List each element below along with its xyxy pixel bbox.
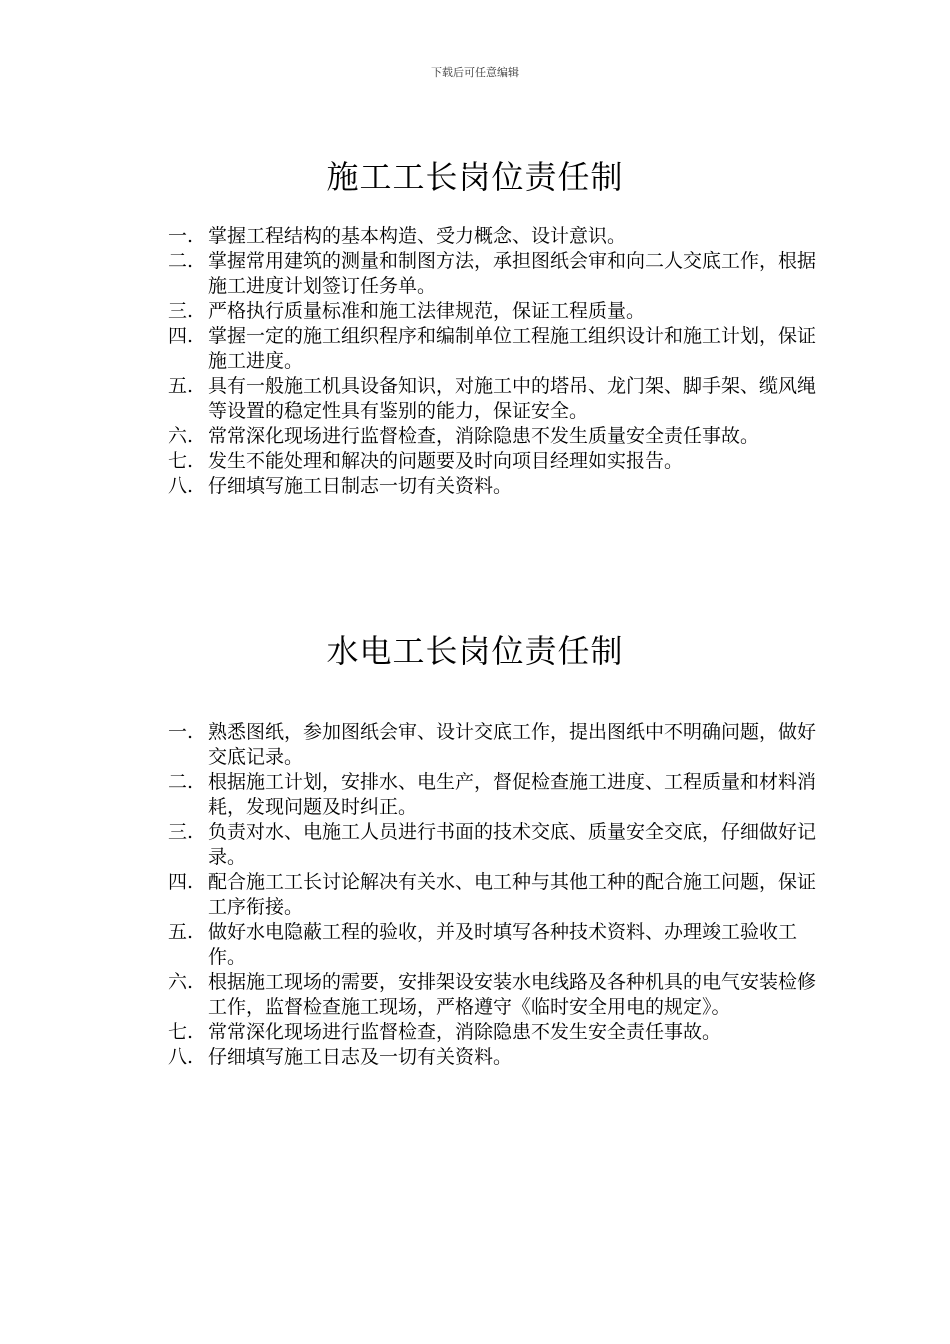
clause-text: 配合施工工长讨论解决有关水、电工种与其他工种的配合施工问题，保证工序衔接。 [208,871,817,918]
clause-item [168,299,818,324]
section-title: 施工工长岗位责任制 [326,158,624,196]
clause-text: 发生不能处理和解决的问题要及时向项目经理如实报告。 [208,450,684,472]
clause-number: 二. [168,250,194,272]
clause-text: 根据施工现场的需要，安排架设安装水电线路及各种机具的电气安装检修工作，监督检查施工现场，严格遵守《临时安全用电的规定》。 [208,971,817,1018]
clause-text: 熟悉图纸，参加图纸会审、设计交底工作，提出图纸中不明确问题，做好交底记录。 [208,721,817,768]
clause-item [168,920,818,970]
clause-number: 一. [168,225,194,247]
clause-number: 八. [168,475,194,497]
clause-item [168,770,818,820]
clause-text: 严格执行质量标准和施工法律规范，保证工程质量。 [208,300,646,322]
section-title: 水电工长岗位责任制 [326,632,624,670]
clause-text: 负责对水、电施工人员进行书面的技术交底、质量安全交底，仔细做好记录。 [208,821,817,868]
clause-number: 六. [168,425,194,447]
clause-item [168,870,818,920]
clause-text: 掌握一定的施工组织程序和编制单位工程施工组织设计和施工计划，保证施工进度。 [208,325,817,372]
clause-text: 根据施工计划，安排水、电生产，督促检查施工进度、工程质量和材料消耗，发现问题及时纠正。 [208,771,817,818]
clause-number: 七. [168,450,194,472]
clause-text: 常常深化现场进行监督检查，消除隐患不发生安全责任事故。 [208,1021,722,1043]
clause-number: 八. [168,1046,194,1068]
section-water-electric-foreman [0,626,950,1068]
clause-list [168,720,818,1070]
clause-item [168,970,818,1020]
clause-item [168,224,818,249]
clause-text: 仔细填写施工日志及一切有关资料。 [208,1046,513,1068]
clause-list [168,224,818,499]
clause-text: 掌握工程结构的基本构造、受力概念、设计意识。 [208,225,627,247]
clause-item [168,720,818,770]
clause-number: 三. [168,821,194,843]
clause-item [168,474,818,499]
clause-number: 四. [168,325,194,347]
clause-text: 掌握常用建筑的测量和制图方法，承担图纸会审和向二人交底工作，根据施工进度计划签订任务单。 [208,250,817,297]
clause-number: 七. [168,1021,194,1043]
page-header-note: 下载后可任意编辑 [431,66,519,79]
clause-item [168,1045,818,1070]
clause-item [168,249,818,299]
clause-text: 仔细填写施工日制志一切有关资料。 [208,475,513,497]
clause-item [168,424,818,449]
clause-number: 一. [168,721,194,743]
clause-item [168,324,818,374]
clause-number: 三. [168,300,194,322]
clause-item [168,820,818,870]
clause-number: 二. [168,771,194,793]
clause-text: 具有一般施工机具设备知识，对施工中的塔吊、龙门架、脚手架、缆风绳等设置的稳定性具有鉴别的能力，保证安全。 [208,375,817,422]
clause-text: 常常深化现场进行监督检查，消除隐患不发生质量安全责任事故。 [208,425,760,447]
clause-number: 五. [168,921,194,943]
clause-number: 五. [168,375,194,397]
clause-number: 四. [168,871,194,893]
clause-item [168,1020,818,1045]
clause-item [168,374,818,424]
clause-number: 六. [168,971,194,993]
section-construction-foreman [0,152,950,497]
clause-item [168,449,818,474]
clause-text: 做好水电隐蔽工程的验收，并及时填写各种技术资料、办理竣工验收工作。 [208,921,798,968]
